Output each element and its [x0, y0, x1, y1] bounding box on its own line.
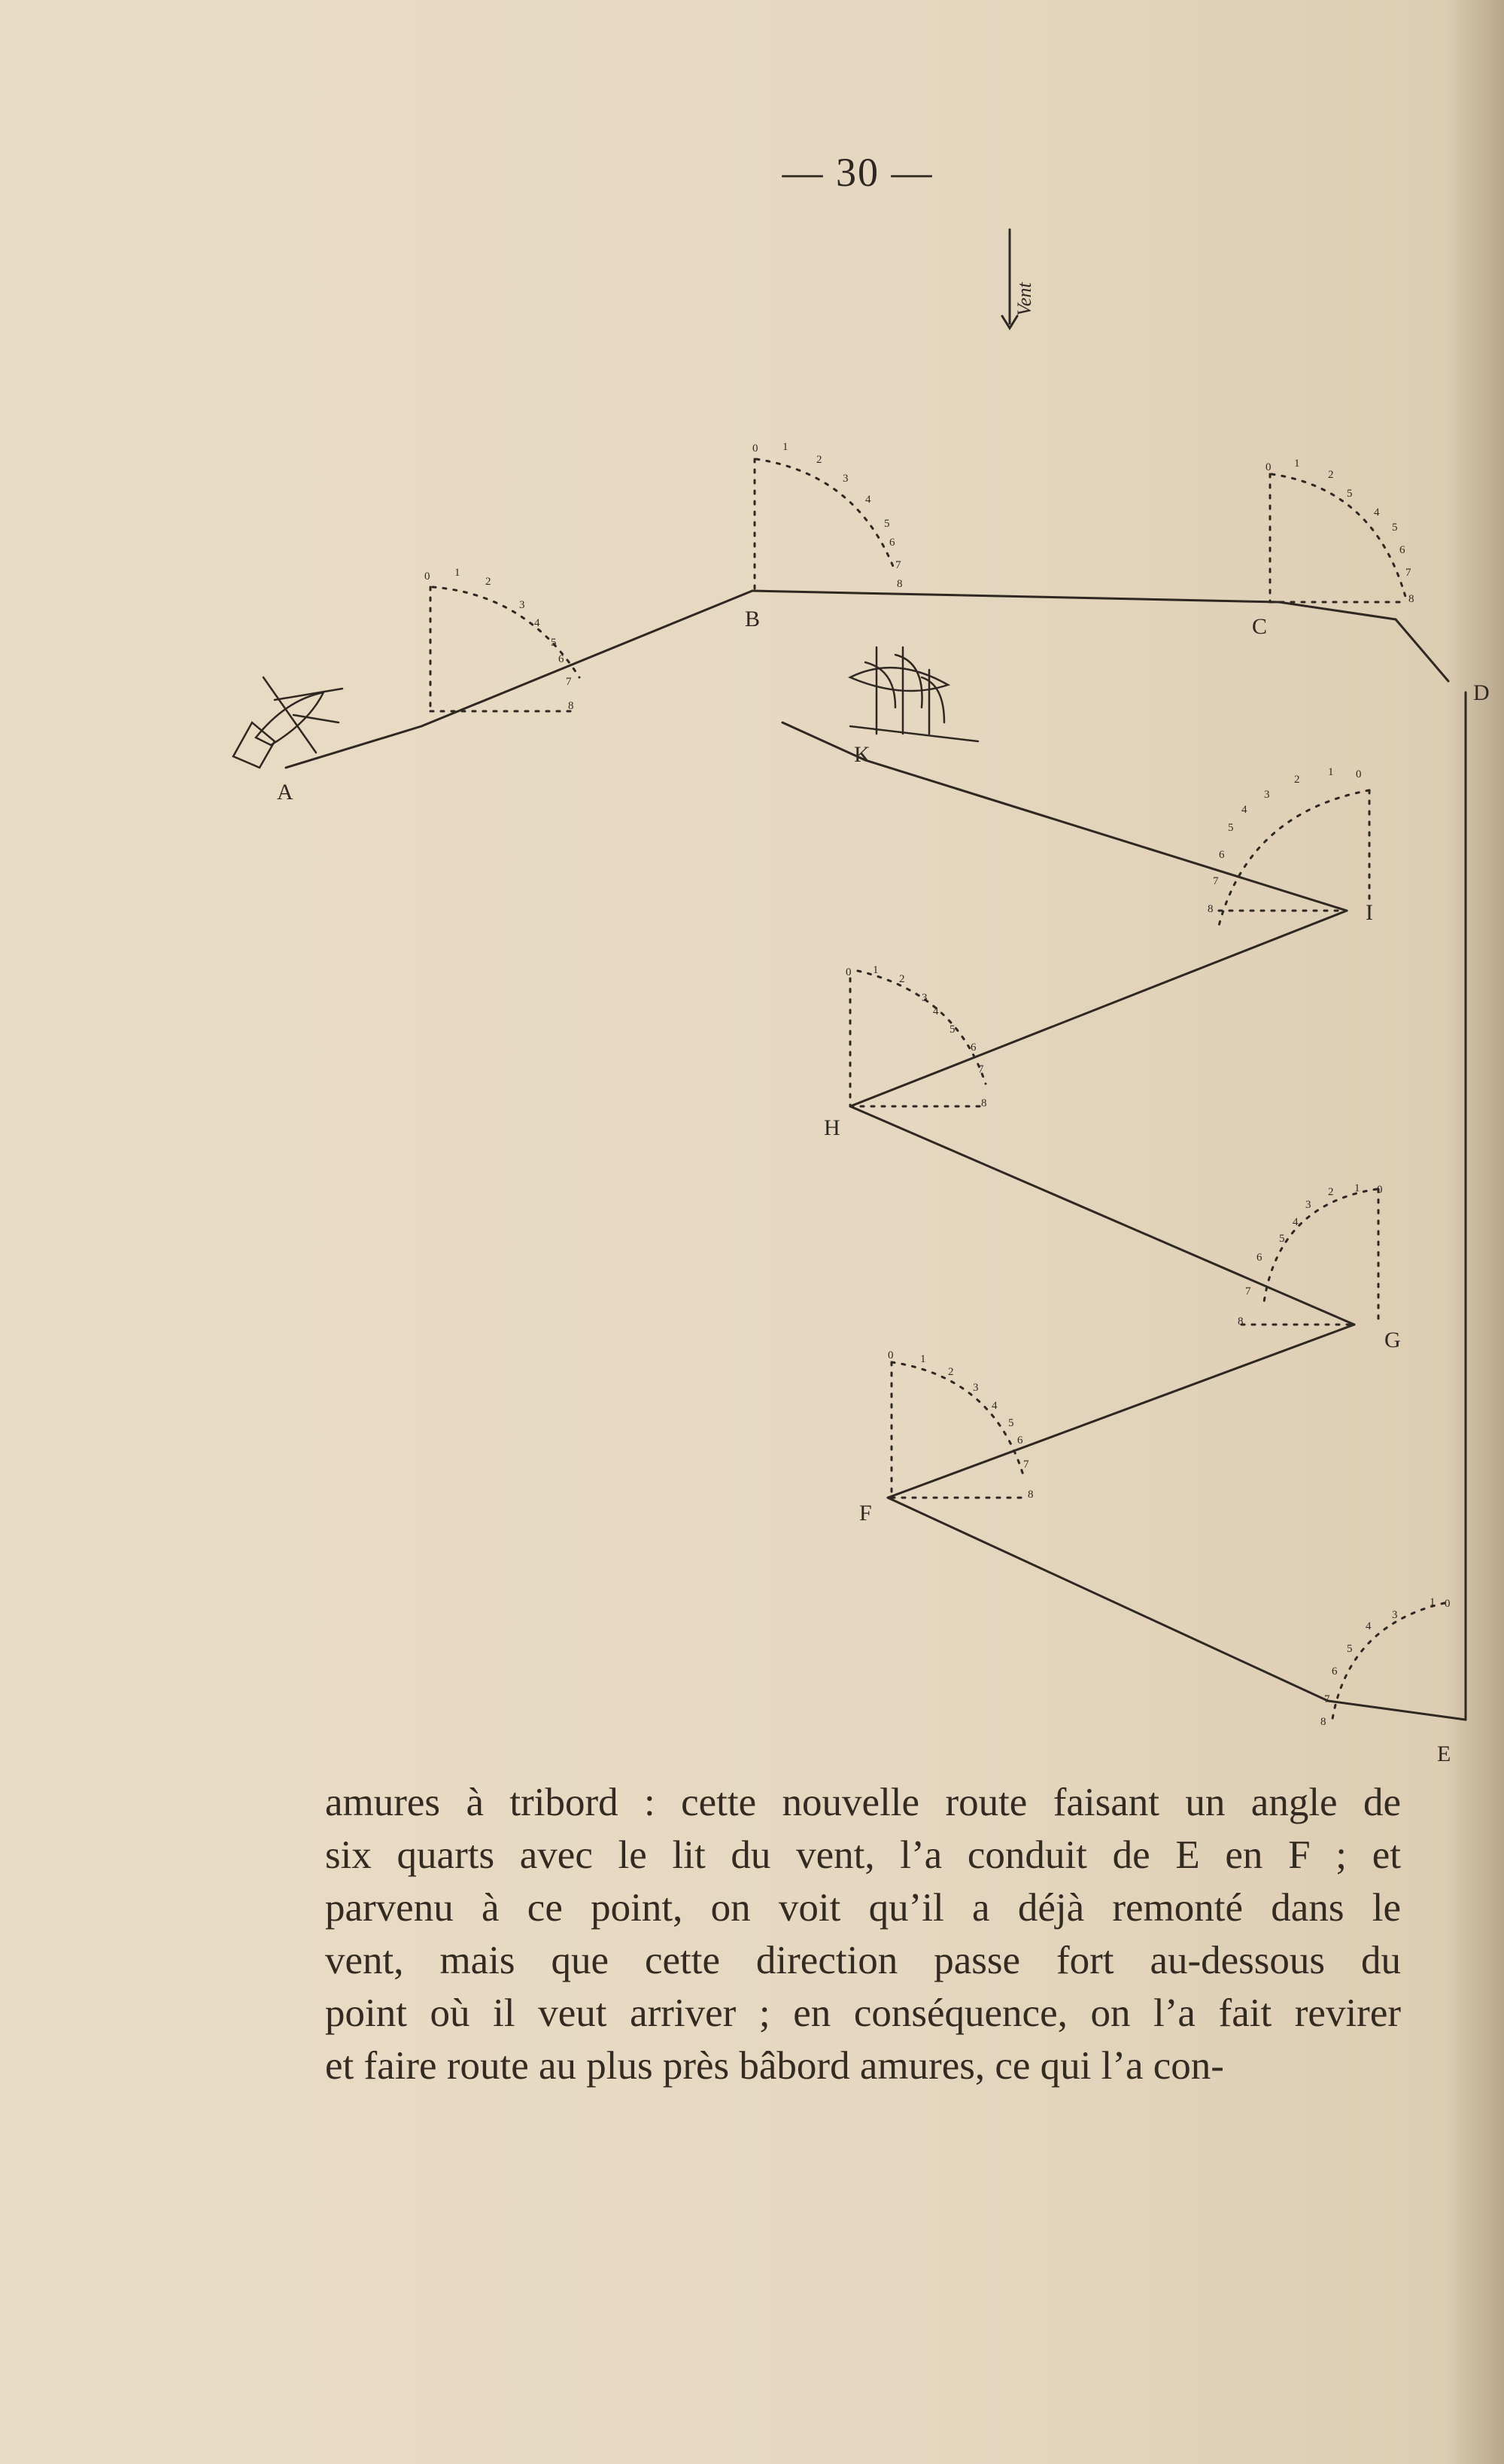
svg-text:1: 1 [454, 567, 460, 579]
svg-text:1: 1 [873, 964, 879, 976]
point-label-c: C [1252, 614, 1268, 639]
svg-text:0: 0 [1356, 768, 1362, 780]
text-line: amures à tribord : cette nouvelle route faisant un angle de [325, 1781, 1401, 1824]
svg-text:4: 4 [1293, 1216, 1299, 1228]
svg-text:4: 4 [992, 1400, 998, 1412]
svg-text:6: 6 [558, 653, 564, 665]
point-label-a: A [277, 780, 293, 805]
svg-text:3: 3 [1305, 1199, 1311, 1211]
course-lines [286, 591, 1466, 1720]
svg-text:7: 7 [978, 1063, 984, 1075]
svg-text:3: 3 [1264, 789, 1270, 801]
svg-text:8: 8 [1320, 1716, 1326, 1728]
svg-text:2: 2 [485, 576, 491, 588]
ship-at-a-icon [233, 677, 342, 768]
text-line: point où il veut arriver ; en conséquence, on l’a fait revirer [325, 1991, 1401, 2035]
svg-text:1: 1 [1294, 458, 1300, 470]
course-arcs [433, 459, 1445, 1723]
svg-text:1: 1 [1328, 766, 1334, 778]
svg-text:2: 2 [1294, 774, 1300, 786]
svg-text:7: 7 [566, 676, 572, 688]
svg-text:8: 8 [897, 578, 903, 590]
svg-text:6: 6 [1219, 849, 1225, 861]
svg-text:3: 3 [973, 1382, 979, 1394]
svg-text:0: 0 [1265, 461, 1272, 473]
text-line: vent, mais que cette direction passe fort au-dessous du [325, 1939, 1401, 1982]
svg-text:8: 8 [568, 700, 574, 712]
text-line: et faire route au plus près bâbord amures, ce qui l’a con- [325, 2044, 1224, 2088]
point-label-h: H [824, 1115, 840, 1140]
svg-text:2: 2 [899, 973, 905, 985]
point-label-e: E [1437, 1742, 1451, 1766]
svg-text:6: 6 [1017, 1434, 1023, 1446]
text-line: parvenu à ce point, on voit qu’il a déjà remonté dans le [325, 1886, 1401, 1930]
point-label-b: B [745, 607, 761, 631]
svg-text:0: 0 [1445, 1598, 1451, 1610]
svg-text:6: 6 [1332, 1665, 1338, 1678]
svg-text:7: 7 [1405, 567, 1411, 579]
svg-text:0: 0 [752, 443, 758, 455]
svg-text:3: 3 [843, 473, 849, 485]
svg-text:8: 8 [981, 1097, 987, 1109]
point-label-i: I [1366, 900, 1373, 925]
svg-text:0: 0 [888, 1349, 894, 1361]
svg-text:7: 7 [1245, 1285, 1251, 1297]
svg-text:4: 4 [1241, 804, 1247, 816]
point-label-k: K [854, 742, 870, 767]
svg-text:8: 8 [1408, 593, 1414, 605]
svg-text:5: 5 [1279, 1233, 1285, 1245]
svg-text:2: 2 [948, 1366, 954, 1378]
svg-text:5: 5 [949, 1024, 956, 1036]
arc-tick-numbers [424, 441, 1451, 1728]
svg-text:0: 0 [424, 570, 430, 583]
wind-label: Vent [1013, 282, 1035, 316]
ship-at-k-icon [850, 647, 978, 741]
point-label-f: F [859, 1501, 872, 1526]
svg-text:7: 7 [1324, 1693, 1330, 1705]
svg-text:4: 4 [1374, 506, 1380, 519]
svg-text:7: 7 [1213, 875, 1219, 887]
point-label-d: D [1473, 680, 1490, 705]
svg-text:4: 4 [865, 494, 871, 506]
svg-text:2: 2 [1328, 469, 1334, 481]
page-number: — 30 — [782, 150, 934, 195]
svg-text:5: 5 [1392, 522, 1398, 534]
svg-text:3: 3 [922, 992, 928, 1004]
svg-text:7: 7 [895, 559, 901, 571]
svg-text:1: 1 [1354, 1182, 1360, 1194]
svg-text:5: 5 [551, 637, 557, 649]
body-text [325, 1776, 1401, 2092]
svg-text:5: 5 [1228, 822, 1234, 834]
svg-text:6: 6 [1256, 1252, 1262, 1264]
svg-text:1: 1 [1430, 1596, 1436, 1608]
svg-text:8: 8 [1208, 903, 1214, 915]
svg-text:0: 0 [1377, 1184, 1383, 1196]
svg-text:3: 3 [1392, 1609, 1398, 1621]
text-line: six quarts avec le lit du vent, l’a conduit de E en F ; et [325, 1833, 1401, 1877]
svg-text:6: 6 [889, 537, 895, 549]
svg-text:3: 3 [519, 599, 525, 611]
svg-text:1: 1 [920, 1353, 926, 1365]
svg-text:4: 4 [933, 1005, 939, 1018]
svg-text:8: 8 [1238, 1316, 1244, 1328]
svg-text:2: 2 [1328, 1186, 1334, 1198]
svg-text:6: 6 [1399, 544, 1405, 556]
point-labels [277, 607, 1490, 1766]
point-label-g: G [1384, 1328, 1401, 1352]
svg-text:4: 4 [1366, 1620, 1372, 1632]
svg-text:6: 6 [971, 1042, 977, 1054]
svg-text:1: 1 [782, 441, 788, 453]
svg-text:4: 4 [534, 617, 540, 629]
svg-text:7: 7 [1023, 1459, 1029, 1471]
svg-text:0: 0 [846, 966, 852, 978]
svg-text:5: 5 [884, 518, 890, 530]
svg-text:2: 2 [816, 454, 822, 466]
svg-text:5: 5 [1347, 1643, 1353, 1655]
svg-text:8: 8 [1028, 1489, 1034, 1501]
svg-text:5: 5 [1008, 1417, 1014, 1429]
svg-text:5: 5 [1347, 488, 1353, 500]
